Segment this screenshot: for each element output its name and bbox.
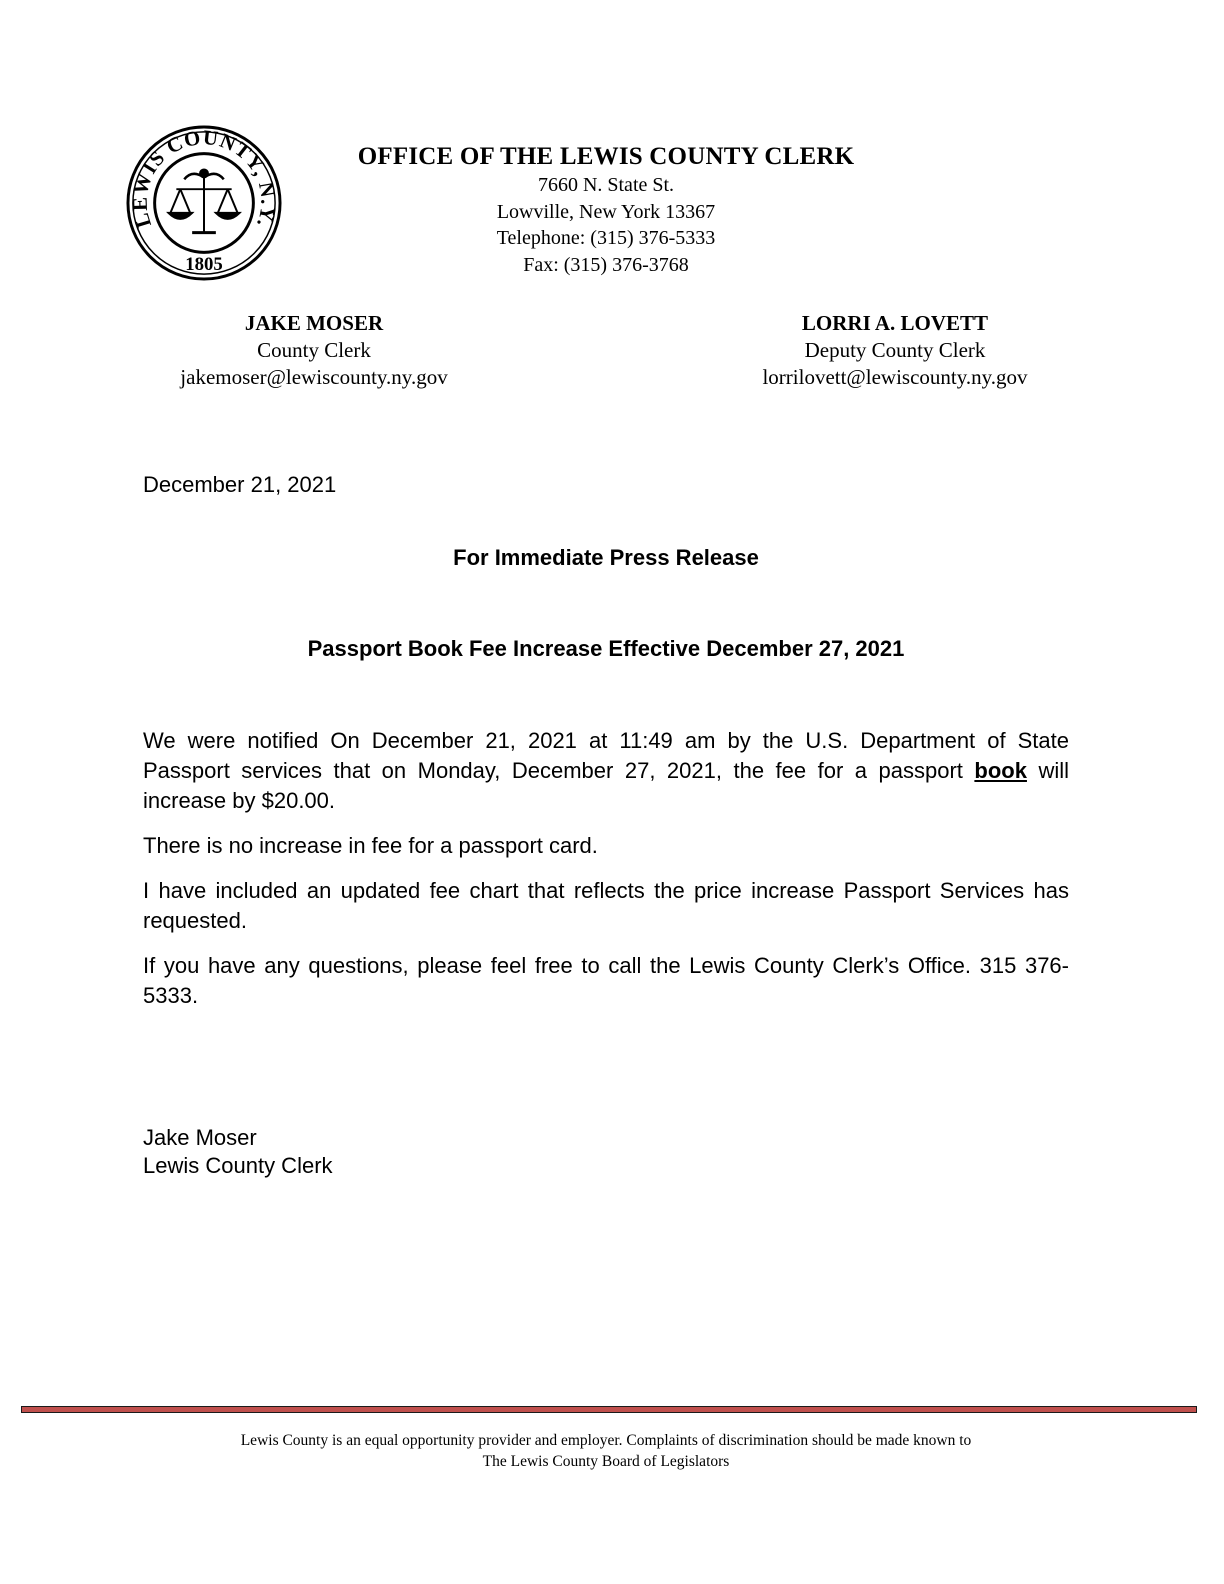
footer-line: Lewis County is an equal opportunity provider and employer. Complaints of discrimination should be made known to [240,1432,972,1449]
letterhead [306,142,906,278]
svg-text:1805: 1805 [185,254,223,276]
paragraph: If you have any questions, please feel free to call the Lewis County Clerk’s Office. 315 376-5333. [143,953,1069,1008]
paragraph: I have included an updated fee chart that reflects the price increase Passport Services has requested. [143,878,1069,933]
officer-name: LORRI A. LOVETT [801,311,989,335]
office-fax: Fax: (315) 376-3768 [523,253,689,276]
scales-of-justice-icon [168,169,239,232]
letter-body [143,726,1069,1026]
paragraph: There is no increase in fee for a passport card. [143,833,598,858]
footer-divider [21,1406,1197,1413]
officer-name: JAKE MOSER [244,311,384,335]
office-city: Lowville, New York 13367 [496,200,716,223]
office-title: OFFICE OF THE LEWIS COUNTY CLERK [357,143,855,170]
office-telephone: Telephone: (315) 376-5333 [496,227,716,249]
officer-title: County Clerk [257,338,371,362]
paragraph [143,726,1069,816]
officer-email: lorrilovett@lewiscounty.ny.gov [762,365,1028,389]
footer-notice [0,1430,1212,1472]
county-seal-logo [125,124,283,282]
officer-email: jakemoser@lewiscounty.ny.gov [180,365,448,389]
headline: Passport Book Fee Increase Effective December 27, 2021 [307,636,905,661]
signature-block [143,1124,333,1180]
letter-date: December 21, 2021 [143,472,337,497]
paragraph-text: will increase by $20.00. [143,758,1069,813]
svg-text:LEWIS COUNTY, N.Y.: LEWIS COUNTY, N.Y. [129,126,279,232]
signature-name: Jake Moser [143,1125,257,1150]
officer-title: Deputy County Clerk [804,338,986,362]
emphasis-text: book [974,758,1027,783]
officer-county-clerk [104,310,524,391]
signature-title: Lewis County Clerk [143,1153,333,1178]
release-label: For Immediate Press Release [453,545,759,570]
paragraph-text: We were notified On December 21, 2021 at 11:49 am by the U.S. Department of State Passport services that on Monday, December 27, 2021, the fee for a passport [143,728,1069,783]
office-street: 7660 N. State St. [537,174,675,196]
footer-line: The Lewis County Board of Legislators [482,1453,730,1470]
officer-deputy-clerk [685,310,1105,391]
